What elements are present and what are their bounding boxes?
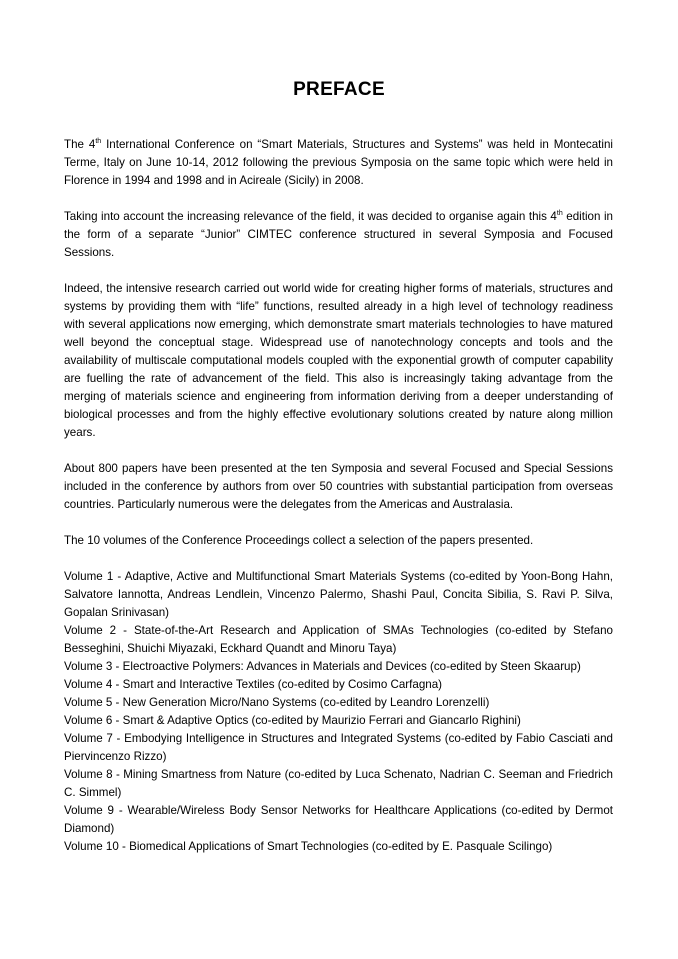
paragraph-2-superscript: th <box>556 210 563 217</box>
paragraph-1-text-a: The 4 <box>64 138 96 151</box>
volume-item: Volume 2 - State-of-the-Art Research and Application of SMAs Technologies (co-edited by Stefano Besseghini, Shuichi Miyazaki, Eckhard Quandt and Minoru Taya) <box>64 624 613 655</box>
paragraph-4: About 800 papers have been presented at the ten Symposia and several Focused and Special Sessions included in the conference by authors from over 50 countries with substantial participation from overseas countries. Particularly numerous were the delegates from the Americas and Australasia. <box>64 462 613 511</box>
volume-item: Volume 1 - Adaptive, Active and Multifunctional Smart Materials Systems (co-edited by Yoon-Bong Hahn, Salvatore Iannotta, Andreas Lendlein, Vincenzo Palermo, Shashi Paul, Concita Sibilia, S. Ravi P. Silva, Gopalan Srinivasan) <box>64 570 613 619</box>
paragraph-2-text-b: edition in the form of a separate “Junior” CIMTEC conference structured in several Symposia and Focused Sessions. <box>64 210 613 259</box>
volume-item: Volume 3 - Electroactive Polymers: Advances in Materials and Devices (co-edited by Steen Skaarup) <box>64 660 581 673</box>
volume-item: Volume 8 - Mining Smartness from Nature (co-edited by Luca Schenato, Nadrian C. Seeman and Friedrich C. Simmel) <box>64 768 613 799</box>
volume-item: Volume 4 - Smart and Interactive Textiles (co-edited by Cosimo Carfagna) <box>64 678 443 691</box>
document-body <box>64 136 613 856</box>
volume-item: Volume 10 - Biomedical Applications of Smart Technologies (co-edited by E. Pasquale Scilingo) <box>64 840 553 853</box>
volume-list <box>64 568 613 856</box>
volume-item: Volume 9 - Wearable/Wireless Body Sensor Networks for Healthcare Applications (co-edited by Dermot Diamond) <box>64 804 613 835</box>
volume-item: Volume 7 - Embodying Intelligence in Structures and Integrated Systems (co-edited by Fabio Casciati and Piervincenzo Rizzo) <box>64 732 613 763</box>
page-title: PREFACE <box>293 79 385 100</box>
paragraph-2-text-a: Taking into account the increasing relevance of the field, it was decided to organise again this 4 <box>64 210 557 223</box>
paragraph-1-text-b: International Conference on “Smart Materials, Structures and Systems” was held in Montecatini Terme, Italy on June 10-14, 2012 following the previous Symposia on the same topic which were held in Florence in 1994 and 1998 and in Acireale (Sicily) in 2008. <box>64 138 613 187</box>
paragraph-5: The 10 volumes of the Conference Proceedings collect a selection of the papers presented. <box>64 534 534 547</box>
volume-item: Volume 5 - New Generation Micro/Nano Systems (co-edited by Leandro Lorenzelli) <box>64 696 490 709</box>
paragraph-3: Indeed, the intensive research carried out world wide for creating higher forms of materials, structures and systems by providing them with “life” functions, resulted already in a high level of technology readiness with several applications now emerging, which demonstrate smart materials technologies to have matured well beyond the conceptual stage. Widespread use of nanotechnology concepts and tools and the availability of multiscale computational models coupled with the exponential growth of computer capability are fuelling the rate of advancement of the field. This also is increasingly taking advantage from the merging of materials science and engineering from information deriving from a deeper understanding of biological processes and from the highly effective evolutionary solutions created by nature along million years. <box>64 282 613 439</box>
paragraph-1 <box>64 136 613 190</box>
volume-item: Volume 6 - Smart & Adaptive Optics (co-edited by Maurizio Ferrari and Giancarlo Righini) <box>64 714 521 727</box>
paragraph-2 <box>64 208 613 262</box>
paragraph-1-superscript: th <box>95 138 102 145</box>
